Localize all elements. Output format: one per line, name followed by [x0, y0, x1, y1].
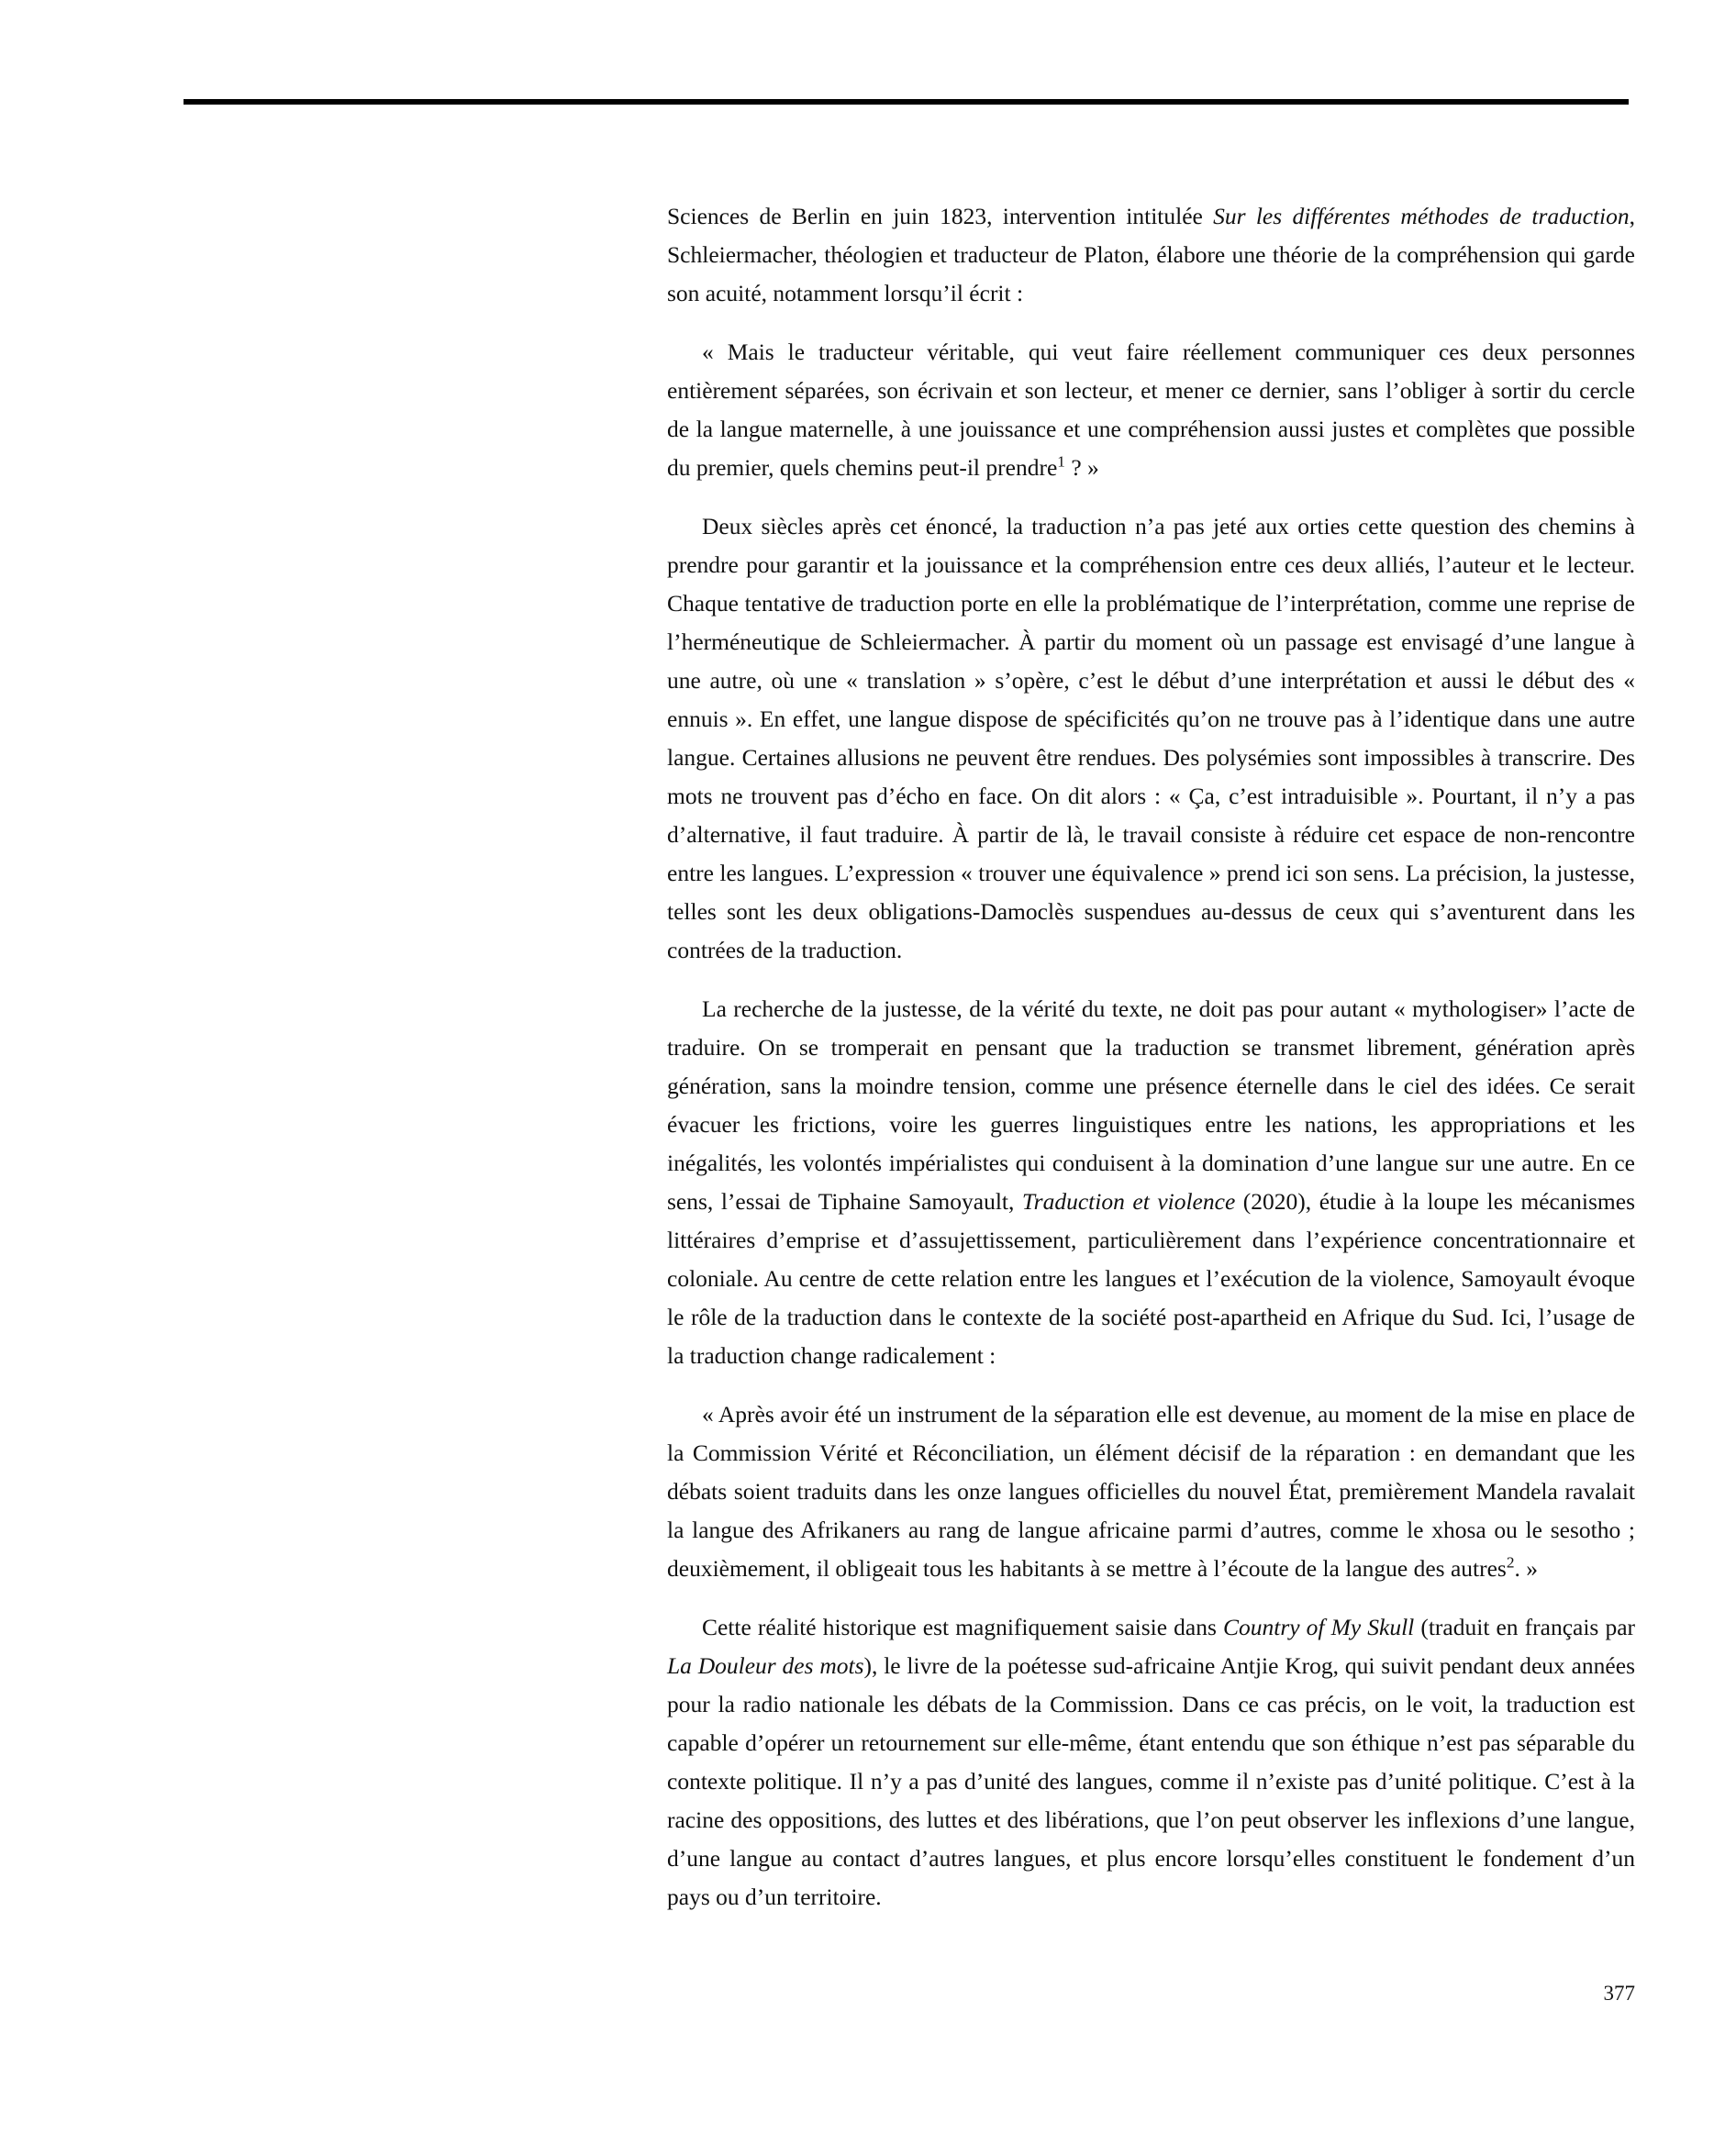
text-run: La recherche de la justesse, de la vérité du texte, ne doit pas pour autant « mythologiser» l’acte de traduire. On se tromperait en pensant que la traduction se transmet librement, génération après génération, sans la moindre tension, comme une présence éternelle dans le ciel des idées. Ce serait évacuer les frictions, voire les guerres linguistiques entre les nations, les appropriations et les inégalités, les volontés impérialistes qui conduisent à la domination d’une langue sur une autre. En ce sens, l’essai de Tiphaine Samoyault,	[667, 995, 1635, 1215]
book-title-italic: Sur les différentes méthodes de traduction	[1213, 203, 1630, 229]
page-number: 377	[1603, 1982, 1635, 2005]
header-rule	[184, 99, 1629, 105]
book-title-italic: Traduction et violence	[1021, 1188, 1236, 1215]
book-title-italic: Country of My Skull	[1223, 1614, 1415, 1640]
text-run: . »	[1514, 1555, 1539, 1582]
paragraph-country-of-my-skull	[667, 1608, 1635, 1917]
block-quote-samoyault	[667, 1395, 1635, 1588]
body-text-column	[667, 197, 1635, 1917]
paragraph-continuation	[667, 197, 1635, 313]
text-run: ? »	[1064, 454, 1099, 481]
paragraph-recherche-justesse	[667, 990, 1635, 1375]
text-run: , Schleiermacher, théologien et traducteur de Platon, élabore une théorie de la compréhension qui garde son acuité, notamment lorsqu’il écrit :	[667, 203, 1635, 306]
text-run: « Après avoir été un instrument de la séparation elle est devenue, au moment de la mise en place de la Commission Vérité et Réconciliation, un élément décisif de la réparation : en demandant que les débats soient traduits dans les onze langues officielles du nouvel État, premièrement Mandela ravalait la langue des Afrikaners au rang de langue africaine parmi d’autres, comme le xhosa ou le sesotho ; deuxièmement, il obligeait tous les habitants à se mettre à l’écoute de la langue des autres	[667, 1401, 1635, 1582]
text-run: Deux siècles après cet énoncé, la traduction n’a pas jeté aux orties cette question des chemins à prendre pour garantir et la jouissance et la compréhension entre ces deux alliés, l’auteur et le lecteur. Chaque tentative de traduction porte en elle la problématique de l’interprétation, comme une reprise de l’herméneutique de Schleiermacher. À partir du moment où un passage est envisagé d’une langue à une autre, où une « translation » s’opère, c’est le début d’une interprétation et aussi le début des « ennuis ». En effet, une langue dispose de spécificités qu’on ne trouve pas à l’identique dans une autre langue. Certaines allusions ne peuvent être rendues. Des polysémies sont impossibles à transcrire. Des mots ne trouvent pas d’écho en face. On dit alors : « Ça, c’est intraduisible ». Pourtant, il n’y a pas d’alternative, il faut traduire. À partir de là, le travail consiste à réduire cet espace de non-rencontre entre les langues. L’expression « trouver une équivalence » prend ici son sens. La précision, la justesse, telles sont les deux obligations-Damoclès suspendues au-dessus de ceux qui s’aventurent dans les contrées de la traduction.	[667, 513, 1635, 963]
footnote-reference-1: 1	[1057, 452, 1065, 471]
footnote-reference-2: 2	[1506, 1553, 1515, 1572]
text-run: (2020), étudie à la loupe les mécanismes littéraires d’emprise et d’assujettissement, particulièrement dans l’expérience concentrationnaire et coloniale. Au centre de cette relation entre les langues et l’exécution de la violence, Samoyault évoque le rôle de la traduction dans le contexte de la société post-apartheid en Afrique du Sud. Ici, l’usage de la traduction change radicalement :	[667, 1188, 1635, 1369]
text-run: (traduit en français par	[1414, 1614, 1636, 1640]
text-run: Cette réalité historique est magnifiquement saisie dans	[702, 1614, 1223, 1640]
text-run: « Mais le traducteur véritable, qui veut faire réellement communiquer ces deux personnes entièrement séparées, son écrivain et son lecteur, et mener ce dernier, sans l’obliger à sortir du cercle de la langue maternelle, à une jouissance et une compréhension aussi justes et complètes que possible du premier, quels chemins peut-il prendre	[667, 339, 1635, 481]
text-run: Sciences de Berlin en juin 1823, intervention intitulée	[667, 203, 1214, 229]
book-title-italic: La Douleur des mots	[667, 1652, 864, 1679]
block-quote-schleiermacher	[667, 333, 1635, 487]
paragraph-deux-siecles	[667, 507, 1635, 970]
text-run: ), le livre de la poétesse sud-africaine Antjie Krog, qui suivit pendant deux années pour la radio nationale les débats de la Commission. Dans ce cas précis, on le voit, la traduction est capable d’opérer un retournement sur elle-même, étant entendu que son éthique n’est pas séparable du contexte politique. Il n’y a pas d’unité des langues, comme il n’existe pas d’unité politique. C’est à la racine des oppositions, des luttes et des libérations, que l’on peut observer les inflexions d’une langue, d’une langue au contact d’autres langues, et plus encore lorsqu’elles constituent le fondement d’un pays ou d’un territoire.	[667, 1652, 1635, 1910]
